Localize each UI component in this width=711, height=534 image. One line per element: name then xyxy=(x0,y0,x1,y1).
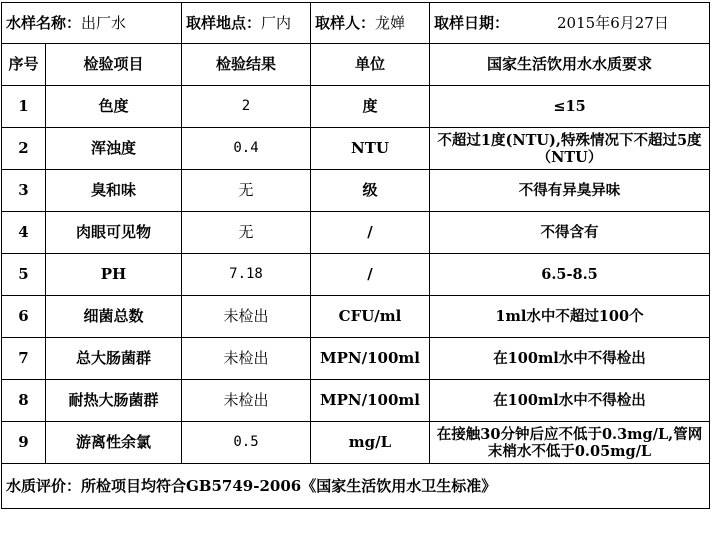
row-number[interactable]: 4 xyxy=(2,212,46,254)
table-row xyxy=(2,296,710,338)
unit[interactable]: / xyxy=(311,212,430,254)
requirement[interactable]: 1ml水中不超过100个 xyxy=(430,296,710,338)
test-result[interactable]: 7.18 xyxy=(182,254,311,296)
unit[interactable]: 度 xyxy=(311,86,430,128)
sampler-label: 取样人： xyxy=(315,13,376,32)
test-item[interactable]: 游离性余氯 xyxy=(46,422,182,464)
test-item[interactable]: 臭和味 xyxy=(46,170,182,212)
location-cell[interactable] xyxy=(182,3,311,44)
date-cell[interactable] xyxy=(430,3,710,44)
requirement[interactable]: 在100ml水中不得检出 xyxy=(430,338,710,380)
row-number[interactable]: 1 xyxy=(2,86,46,128)
test-item[interactable]: 细菌总数 xyxy=(46,296,182,338)
requirement[interactable]: 在接触30分钟后应不低于0.3mg/L,管网末梢水不低于0.05mg/L xyxy=(430,422,710,464)
unit[interactable]: NTU xyxy=(311,128,430,170)
sample-name-value: 出厂水 xyxy=(81,13,127,32)
unit[interactable]: mg/L xyxy=(311,422,430,464)
row-number[interactable]: 3 xyxy=(2,170,46,212)
table-row xyxy=(2,422,710,464)
col-header-no[interactable]: 序号 xyxy=(2,44,46,86)
table-row xyxy=(2,170,710,212)
unit[interactable]: CFU/ml xyxy=(311,296,430,338)
requirement[interactable]: 不得有异臭异味 xyxy=(430,170,710,212)
test-item[interactable]: PH xyxy=(46,254,182,296)
row-number[interactable]: 7 xyxy=(2,338,46,380)
col-header-item[interactable]: 检验项目 xyxy=(46,44,182,86)
test-result[interactable]: 未检出 xyxy=(182,296,311,338)
test-result[interactable]: 无 xyxy=(182,170,311,212)
test-result[interactable]: 未检出 xyxy=(182,380,311,422)
unit[interactable]: 级 xyxy=(311,170,430,212)
footer-row xyxy=(2,464,710,509)
table-row xyxy=(2,128,710,170)
table-row xyxy=(2,212,710,254)
row-number[interactable]: 8 xyxy=(2,380,46,422)
test-result[interactable]: 未检出 xyxy=(182,338,311,380)
test-item[interactable]: 耐热大肠菌群 xyxy=(46,380,182,422)
requirement[interactable]: ≤15 xyxy=(430,86,710,128)
date-label: 取样日期： xyxy=(434,13,510,32)
test-item[interactable]: 色度 xyxy=(46,86,182,128)
col-header-result[interactable]: 检验结果 xyxy=(182,44,311,86)
location-value: 厂内 xyxy=(261,13,292,32)
col-header-unit[interactable]: 单位 xyxy=(311,44,430,86)
column-header-row xyxy=(2,44,710,86)
sample-name-label: 水样名称： xyxy=(6,13,82,32)
unit[interactable]: / xyxy=(311,254,430,296)
unit[interactable]: MPN/100ml xyxy=(311,380,430,422)
table-row xyxy=(2,254,710,296)
report-table xyxy=(1,2,710,509)
test-result[interactable]: 0.4 xyxy=(182,128,311,170)
sampler-value: 龙婵 xyxy=(375,13,406,32)
row-number[interactable]: 5 xyxy=(2,254,46,296)
row-number[interactable]: 6 xyxy=(2,296,46,338)
header-row xyxy=(2,3,710,44)
test-item[interactable]: 浑浊度 xyxy=(46,128,182,170)
table-row xyxy=(2,380,710,422)
row-number[interactable]: 2 xyxy=(2,128,46,170)
table-row xyxy=(2,338,710,380)
date-value: 2015年6月27日 xyxy=(557,13,669,32)
requirement[interactable]: 不得含有 xyxy=(430,212,710,254)
test-result[interactable]: 0.5 xyxy=(182,422,311,464)
col-header-requirement[interactable]: 国家生活饮用水水质要求 xyxy=(430,44,710,86)
location-label: 取样地点： xyxy=(186,13,262,32)
sampler-cell[interactable] xyxy=(311,3,430,44)
requirement[interactable]: 不超过1度(NTU),特殊情况下不超过5度（NTU） xyxy=(430,128,710,170)
test-item[interactable]: 肉眼可见物 xyxy=(46,212,182,254)
requirement[interactable]: 在100ml水中不得检出 xyxy=(430,380,710,422)
test-item[interactable]: 总大肠菌群 xyxy=(46,338,182,380)
row-number[interactable]: 9 xyxy=(2,422,46,464)
test-result[interactable]: 2 xyxy=(182,86,311,128)
water-quality-evaluation[interactable]: 水质评价：所检项目均符合GB5749-2006《国家生活饮用水卫生标准》 xyxy=(2,464,710,509)
requirement[interactable]: 6.5-8.5 xyxy=(430,254,710,296)
test-result[interactable]: 无 xyxy=(182,212,311,254)
unit[interactable]: MPN/100ml xyxy=(311,338,430,380)
table-row xyxy=(2,86,710,128)
sample-name-cell[interactable] xyxy=(2,3,182,44)
